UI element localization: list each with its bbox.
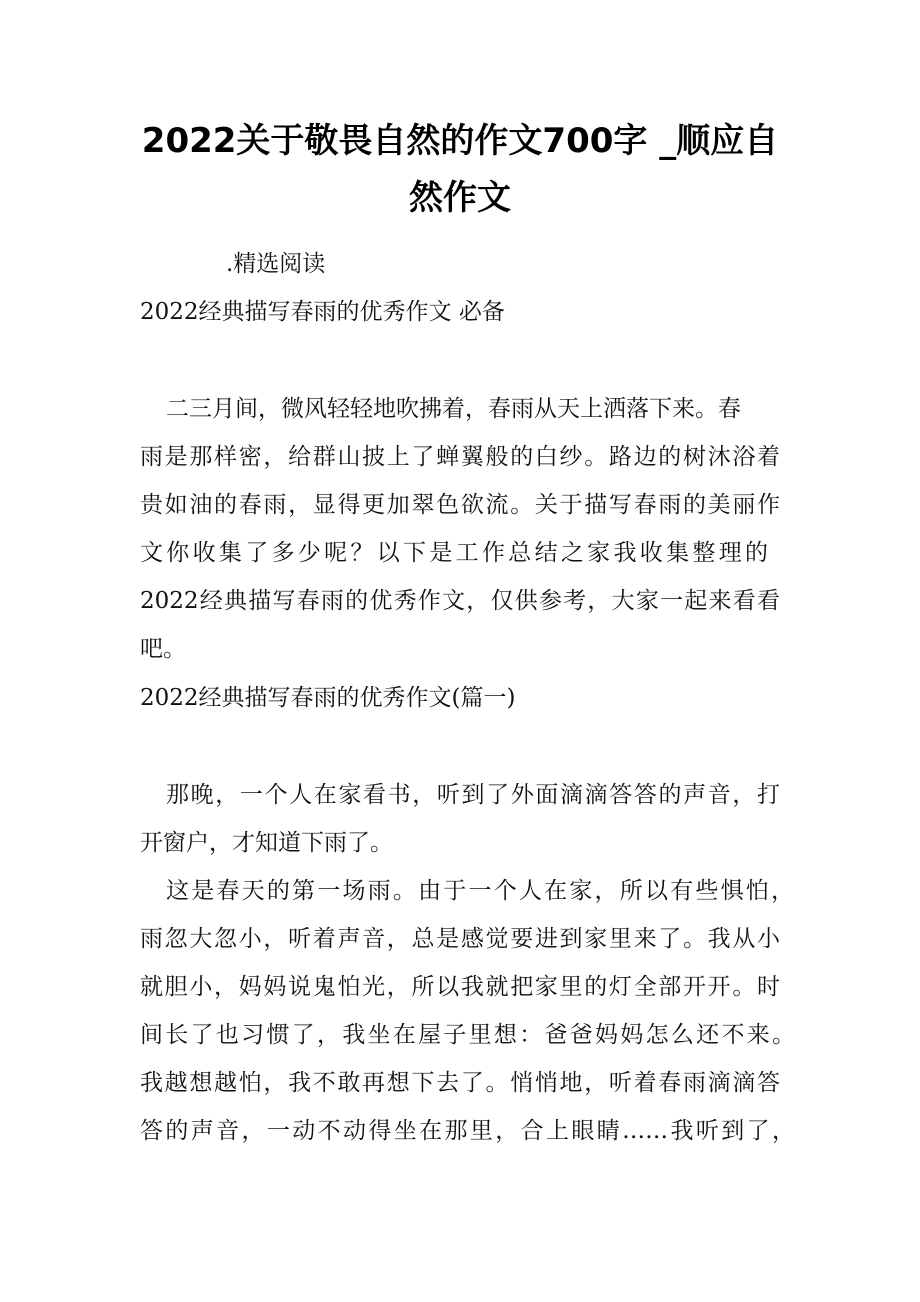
section-heading: 2022经典描写春雨的优秀作文(篇一)	[140, 685, 516, 711]
document-title-line-2: 然作文	[409, 178, 511, 218]
intro-line: 二三月间，微风轻轻地吹拂着，春雨从天上洒落下来。春	[166, 396, 741, 422]
paragraph-line: 那晚，一个人在家看书，听到了外面滴滴答答的声音，打	[166, 782, 780, 808]
paragraph-line: 间长了也习惯了，我坐在屋子里想：爸爸妈妈怎么还不来。	[140, 1022, 795, 1048]
paragraph-line: 开窗户，才知道下雨了。	[140, 830, 393, 856]
intro-line: 贵如油的春雨，显得更加翠色欲流。关于描写春雨的美丽作	[140, 492, 780, 518]
document-title-line-1: 2022关于敬畏自然的作文700字 _顺应自	[141, 121, 779, 161]
intro-line: 雨是那样密，给群山披上了蝉翼般的白纱。路边的树沐浴着	[140, 444, 780, 470]
paragraph-line: 就胆小，妈妈说鬼怕光，所以我就把家里的灯全部开开。时	[140, 974, 780, 1000]
paragraph-line: 这是春天的第一场雨。由于一个人在家，所以有些惧怕，	[166, 878, 794, 904]
paragraph-line: 我越想越怕，我不敢再想下去了。悄悄地，听着春雨滴滴答	[140, 1070, 780, 1096]
paragraph-line: 答的声音，一动不动得坐在那里，合上眼睛……我听到了，	[140, 1118, 795, 1144]
intro-line: 吧。	[140, 636, 186, 662]
intro-line: 2022经典描写春雨的优秀作文，仅供参考，大家一起来看看	[140, 588, 780, 614]
section-label: .精选阅读	[226, 251, 326, 277]
paragraph-line: 雨忽大忽小，听着声音，总是感觉要进到家里来了。我从小	[140, 926, 780, 952]
intro-line: 文你收集了多少呢？以下是工作总结之家我收集整理的	[140, 540, 768, 566]
subtitle: 2022经典描写春雨的优秀作文 必备	[140, 299, 505, 325]
